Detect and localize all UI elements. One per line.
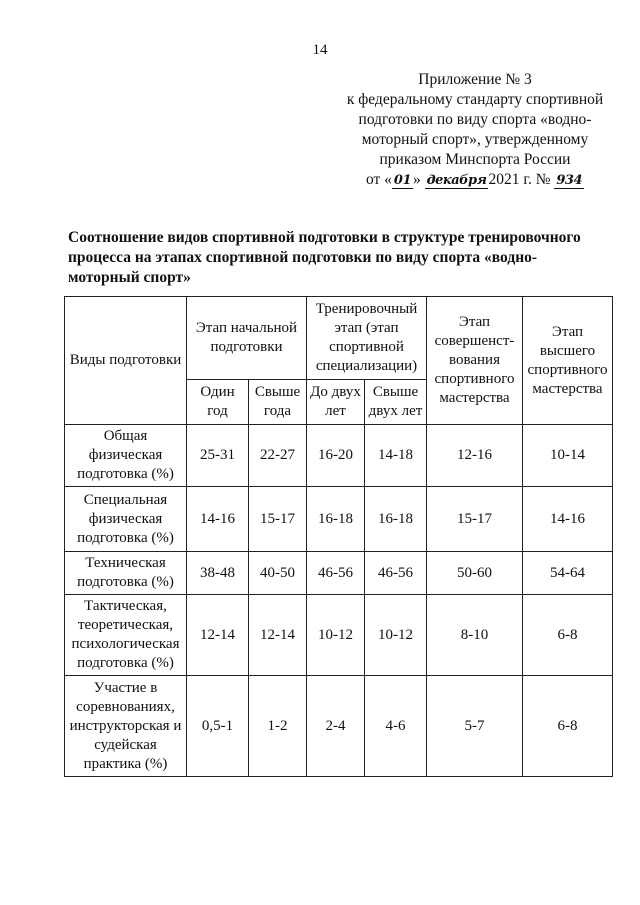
table-cell: 1-2 xyxy=(249,676,307,777)
table-header-row xyxy=(65,297,613,380)
table-cell: 14-16 xyxy=(523,487,613,552)
table-cell: 16-18 xyxy=(365,487,427,552)
header-types: Виды подготовки xyxy=(65,297,187,425)
table-row xyxy=(65,676,613,777)
table-row xyxy=(65,487,613,552)
subheader-one-year: Один год xyxy=(187,380,249,425)
appendix-date-line xyxy=(340,170,610,191)
table-cell: 22-27 xyxy=(249,425,307,487)
table-cell: 16-20 xyxy=(307,425,365,487)
appendix-line-4: моторный спорт», утвержденному xyxy=(361,131,589,148)
table-cell: 10-14 xyxy=(523,425,613,487)
table-cell: 14-16 xyxy=(187,487,249,552)
table-cell: 40-50 xyxy=(249,552,307,595)
table-cell: 38-48 xyxy=(187,552,249,595)
table-cell: 50-60 xyxy=(427,552,523,595)
row-label: Специальная физическая подготовка (%) xyxy=(65,487,187,552)
table-cell: 6-8 xyxy=(523,676,613,777)
table-cell: 14-18 xyxy=(365,425,427,487)
header-stage-improvement: Этап совершенст-вования спортивного мастерства xyxy=(427,297,523,425)
date-year: 2021 г. № xyxy=(488,171,551,188)
order-number-handwritten: 934 xyxy=(556,173,583,188)
table-cell: 10-12 xyxy=(365,595,427,676)
table-cell: 46-56 xyxy=(307,552,365,595)
row-label: Участие в соревнованиях, инструкторская и судейская практика (%) xyxy=(65,676,187,777)
header-stage-initial: Этап начальной подготовки xyxy=(187,297,307,380)
page-number: 14 xyxy=(312,42,328,58)
subheader-over-year: Свыше года xyxy=(249,380,307,425)
date-mid: » xyxy=(413,171,421,188)
row-label: Общая физическая подготовка (%) xyxy=(65,425,187,487)
appendix-line-3: подготовки по виду спорта «водно- xyxy=(358,111,592,128)
training-ratio-table xyxy=(64,296,613,777)
table-row xyxy=(65,552,613,595)
table-cell: 8-10 xyxy=(427,595,523,676)
table-cell: 0,5-1 xyxy=(187,676,249,777)
table-cell: 15-17 xyxy=(249,487,307,552)
document-title: Соотношение видов спортивной подготовки в структуре тренировочного процесса на этапах спортивной подготовки по виду спорта «водно-моторный спорт» xyxy=(68,229,581,286)
table-cell: 6-8 xyxy=(523,595,613,676)
row-label: Техническая подготовка (%) xyxy=(65,552,187,595)
header-stage-training: Тренировочный этап (этап спортивной специализации) xyxy=(307,297,427,380)
table-cell: 10-12 xyxy=(307,595,365,676)
date-day-handwritten: 01 xyxy=(393,173,411,188)
row-label: Тактическая, теоретическая, психологическая подготовка (%) xyxy=(65,595,187,676)
date-prefix: от « xyxy=(365,171,392,188)
table-row xyxy=(65,425,613,487)
table-cell: 46-56 xyxy=(365,552,427,595)
subheader-over-two-years: Свыше двух лет xyxy=(365,380,427,425)
appendix-line-2: к федеральному стандарту спортивной xyxy=(346,91,604,108)
table-cell: 2-4 xyxy=(307,676,365,777)
table-cell: 16-18 xyxy=(307,487,365,552)
appendix-line-5: приказом Минспорта России xyxy=(379,151,571,168)
date-month-handwritten: декабря xyxy=(426,173,487,188)
appendix-line-1: Приложение № 3 xyxy=(418,71,532,88)
table-cell: 12-14 xyxy=(187,595,249,676)
table-cell: 15-17 xyxy=(427,487,523,552)
header-stage-higher: Этап высшего спортивного мастерства xyxy=(523,297,613,425)
table-cell: 12-14 xyxy=(249,595,307,676)
table-cell: 25-31 xyxy=(187,425,249,487)
table-row xyxy=(65,595,613,676)
table-cell: 54-64 xyxy=(523,552,613,595)
subheader-up-two-years: До двух лет xyxy=(307,380,365,425)
table-cell: 4-6 xyxy=(365,676,427,777)
appendix-block xyxy=(340,70,610,191)
table-cell: 12-16 xyxy=(427,425,523,487)
table-cell: 5-7 xyxy=(427,676,523,777)
